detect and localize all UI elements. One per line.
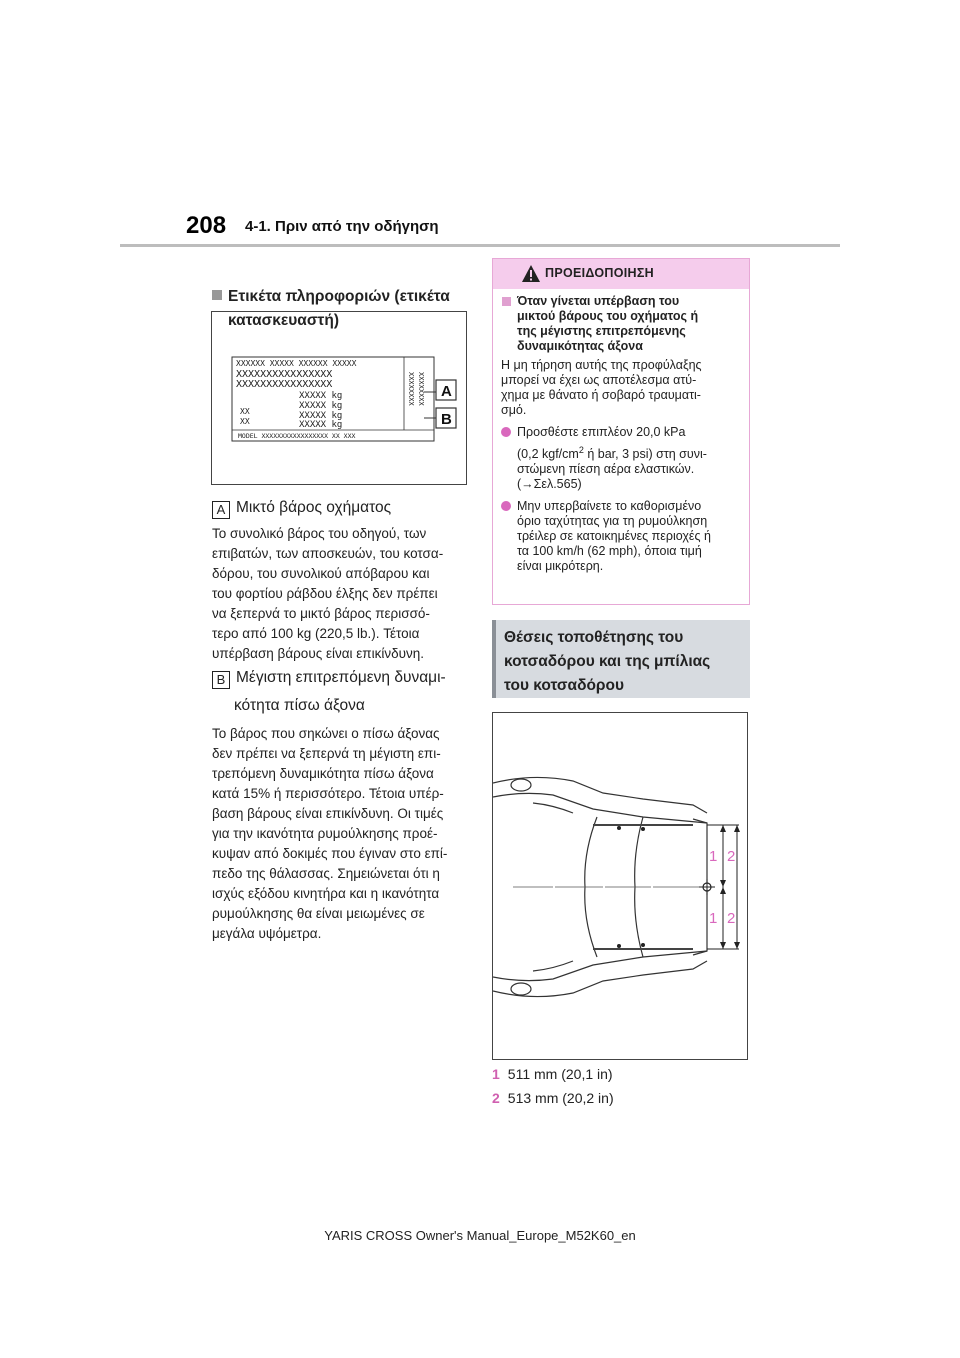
label-model-row: MODEL XXXXXXXXXXXXXXXXX XX XXX (238, 432, 356, 440)
page-number: 208 (186, 212, 227, 239)
warning-bullet-speed: Μην υπερβαίνετε το καθορισμένο όριο ταχύτητας για τη ρυμούλκηση τρέιλερ σε κατοικημένες περιοχές ή τα 100 km/h (62 mph), όποια τιμή είναι μικρότερη. (501, 499, 741, 574)
label-illustration (212, 312, 468, 486)
item-a-title: Μικτό βάρος οχήματος (236, 499, 392, 516)
warning-triangle-icon (521, 264, 541, 283)
item-b-title-1: Μέγιστη επιτρεπόμενη δυναμι- (236, 669, 446, 686)
section-title: 4-1. Πριν από την οδήγηση (245, 218, 439, 235)
square-bullet-icon (502, 297, 511, 306)
label-row-1: XXXXXX XXXXX XXXXXX XXXXX (236, 359, 357, 368)
page-reference: (→Σελ.565) (517, 477, 582, 492)
key-b: B (212, 671, 230, 689)
dimension-mark-2: 2 (727, 848, 736, 865)
dimension-mark-1: 1 (709, 910, 718, 927)
hitch-location-figure (492, 712, 748, 1060)
callout-b: B (441, 411, 452, 428)
label-kg-row: XXXXX kg (299, 420, 343, 430)
item-b-text: Το βάρος που σηκώνει ο πίσω άξονας δεν πρέπει να ξεπερνά τη μέγιστη επι- τρεπόμενη δυναμικότητα πίσω άξονα κατά 15% ή περισσότερο. Τέτοια υπέρ- βαση βάρους είναι επικίνδυνη. Οι τιμές για την ικανότητα ρυμούλκησης προέ- κυψαν από δοκιμές που έγιναν στο επί- πεδο της θάλασσας. Σημειώνεται ότι η ισχύς εξόδου κινητήρα και η ικανότητα ρυμούλκησης θα είναι μειωμένες σε μεγάλα υψόμετρα. (212, 726, 448, 941)
info-label-figure (211, 311, 467, 485)
circle-bullet-icon (501, 427, 511, 437)
key-a: A (212, 501, 230, 519)
circle-bullet-icon (501, 501, 511, 511)
footer-manual-id: YARIS CROSS Owner's Manual_Europe_M52K60_en (324, 1228, 636, 1243)
label-kg-row: XXXXX kg (299, 391, 343, 401)
vehicle-rear-underside-drawing (493, 713, 748, 1060)
section-heading: Θέσεις τοποθέτησης του κοτσαδόρου και της μπίλιας του κοτσαδόρου (504, 629, 711, 694)
legend-item-1: 1 511 mm (20,1 in) (492, 1066, 613, 1082)
warning-header (493, 259, 749, 289)
square-bullet-icon (212, 290, 222, 300)
label-kg-row: XXXXX kg (299, 411, 343, 421)
label-row-2: XXXXXXXXXXXXXXXX (236, 369, 333, 380)
callout-a: A (441, 383, 452, 400)
dimension-mark-1: 1 (709, 848, 718, 865)
dimension-mark-2: 2 (727, 910, 736, 927)
svg-text:XXXXXXXX: XXXXXXXX (407, 372, 415, 406)
warning-text: Η μη τήρηση αυτής της προφύλαξης μπορεί να έχει ως αποτέλεσμα ατύ- χημα με θάνατο ή σοβαρό τραυματι- σμό. (501, 358, 702, 417)
section-heading-box (492, 620, 750, 698)
legend-item-2: 2 513 mm (20,2 in) (492, 1090, 614, 1106)
label-row-3: XXXXXXXXXXXXXXXX (236, 379, 333, 390)
label-side-2: XX (240, 417, 250, 426)
header-divider (120, 244, 840, 247)
label-kg-row: XXXXX kg (299, 401, 343, 411)
warning-box (492, 258, 750, 605)
heading-line-1: Ετικέτα πληροφοριών (ετικέτα (228, 288, 450, 305)
warning-title: ΠΡΟΕΙΔΟΠΟΙΗΣΗ (545, 266, 654, 280)
item-b (212, 664, 482, 944)
item-b-title-2: κότητα πίσω άξονα (234, 697, 365, 714)
heading-line-2: κατασκευαστή) (228, 312, 339, 329)
svg-text:XXXXXXXX: XXXXXXXX (417, 372, 425, 406)
label-side-1: XX (240, 407, 250, 416)
item-a-text: Το συνολικό βάρος του οδηγού, των επιβατών, των αποσκευών, του κοτσα- δόρου, του συνολικού απόβαρου και του φορτίου ράβδου έλξης δεν πρέπει να ξεπερνά το μικτό βάρος περισσό- τερο από 100 kg (220,5 lb.). Τέτοια υπέρβαση βάρους είναι επικίνδυνη. (212, 526, 444, 661)
item-a (212, 494, 482, 664)
warning-subheading: Όταν γίνεται υπέρβαση του μικτού βάρους του οχήματος ή της μέγιστης επιτρεπόμενης δυναμικότητας άξονα (501, 294, 741, 354)
warning-bullet-pressure: Προσθέστε επιπλέον 20,0 kPa (0,2 kgf/$cm^2$ ή bar, 3 psi) στη συνι- στώμενη πίεση αέρα ελαστικών. (→Σελ.565) (501, 425, 741, 492)
